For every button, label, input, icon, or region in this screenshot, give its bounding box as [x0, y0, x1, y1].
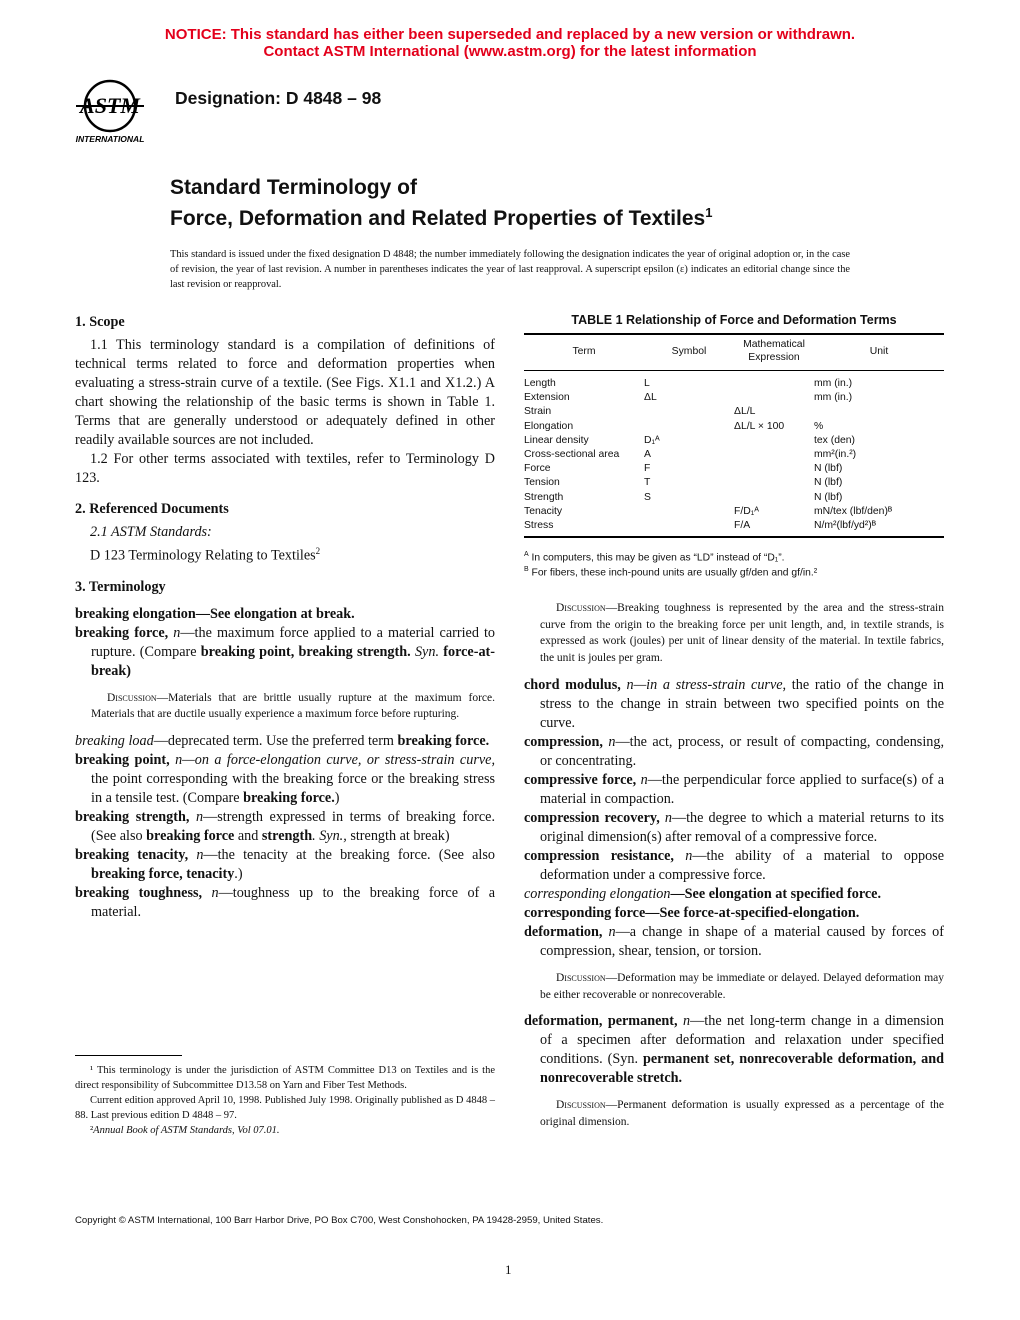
table-row: Tension T N (lbf) — [524, 477, 843, 489]
notice-line-2: Contact ASTM International (www.astm.org) for the latest information — [263, 43, 757, 60]
table-row: Strength S N (lbf) — [524, 491, 843, 503]
scope-1-2: 1.2 For other terms associated with textiles, refer to Terminology D 123. — [75, 451, 495, 486]
table-header: Symbol — [644, 334, 734, 371]
term-breaking-point: breaking point, n—on a force-elongation curve, or stress-strain curve, the point corresponding with the breaking force or the breaking stress in a tensile test. (Compare breaking force.) — [75, 751, 495, 806]
table-row: Tenacity F/D₁ᴬ mN/tex (lbf/den)ᴮ — [524, 505, 893, 517]
page-title — [170, 175, 712, 231]
table-footnote-b: $^B$ For fibers, these inch-pound units are usually gf/den and gf/in.² — [524, 566, 818, 579]
right-column — [524, 600, 944, 1130]
term-deformation-permanent: deformation, permanent, n—the net long-term change in a dimension of a specimen after deformation and relaxation under specified conditions. (Syn. permanent set, nonrecoverable deformation, and nonrecoverable stretch. — [524, 1013, 945, 1086]
term-breaking-tenacity: breaking tenacity, n—the tenacity at the breaking force. (See also breaking force, tenacity.) — [75, 846, 495, 882]
svg-text:INTERNATIONAL: INTERNATIONAL — [75, 134, 145, 144]
table-row: Force F N (lbf) — [524, 463, 843, 475]
table-row: Cross-sectional area A mm²(in.²) — [524, 449, 857, 461]
title-footnote-mark: 1 — [705, 205, 713, 220]
table-header: Mathematical Expression — [734, 334, 814, 371]
term-compressive-force: compressive force, n—the perpendicular force applied to surface(s) of a material in compaction. — [524, 772, 945, 807]
footnote-2: ²Annual Book of ASTM Standards, Vol 07.01. — [90, 1125, 280, 1136]
term-compression-recovery: compression recovery, n—the degree to which a material returns to its original dimension(s) after removal of a compressive force. — [524, 810, 944, 845]
term-compression: compression, n—the act, process, or result of compacting, condensing, or concentrating. — [524, 734, 944, 769]
term-breaking-strength: breaking strength, n—strength expressed in terms of breaking force. (See also breaking force and strength. Syn., strength at break) — [75, 808, 495, 844]
term-breaking-toughness: breaking toughness, n—toughness up to the breaking force of a material. — [75, 884, 495, 920]
table-header: Unit — [814, 334, 944, 371]
page-number: 1 — [505, 1262, 512, 1277]
discussion-permanent-deformation: Discussion—Permanent deformation is usually expressed as a percentage of the original dimension. — [540, 1099, 944, 1128]
footnote-rule — [75, 1055, 182, 1056]
referenced-sub: 2.1 ASTM Standards: — [90, 524, 212, 540]
title-line-2: Force, Deformation and Related Properties of Textiles$^1$ — [170, 205, 713, 230]
referenced-heading: 2. Referenced Documents — [75, 501, 229, 517]
footnotes — [75, 1063, 495, 1138]
scope-1-1: 1.1 This terminology standard is a compilation of definitions of technical terms related to force and deformation properties when evaluating a stress-strain curve of a textile. (See Figs. X1.1 and X1.2.) A chart showing the relationship of the basic terms is shown in Table 1. Terms that are generally understood or adequately defined in other readily available sources are not included. — [75, 337, 495, 448]
discussion-breaking-force: Discussion—Materials that are brittle usually rupture at the maximum force. Materials that are ductile usually experience a maximum force before rupturing. — [91, 691, 495, 721]
terminology-heading: 3. Terminology — [75, 578, 166, 595]
designation: Designation: D 4848 – 98 — [175, 88, 382, 108]
svg-text:ASTM: ASTM — [80, 93, 140, 118]
term-breaking-elongation: breaking elongation—See elongation at break. — [75, 605, 355, 622]
withdrawal-notice — [0, 26, 1020, 60]
copyright: Copyright © ASTM International, 100 Barr Harbor Drive, PO Box C700, West Conshohocken, PA 19428-2959, United States. — [75, 1215, 604, 1226]
table-1 — [524, 333, 944, 538]
footnote-1b: Current edition approved April 10, 1998. Published July 1998. Originally published as D 4848 – 88. Last previous edition D 4848 – 97. — [75, 1095, 495, 1121]
term-corresponding-elongation: corresponding elongation—See elongation at specified force. — [524, 886, 882, 902]
table-row: Linear density D₁ᴬ tex (den) — [524, 434, 856, 446]
table-header: Term — [524, 334, 644, 371]
footnote-1: ¹ This terminology is under the jurisdiction of ASTM Committee D13 on Textiles and is the direct responsibility of Subcommittee D13.58 on Yarn and Fiber Test Methods. — [75, 1065, 495, 1091]
term-chord-modulus: chord modulus, n—in a stress-strain curve, the ratio of the change in stress to the change in strain between two specified points on the curve. — [524, 677, 945, 731]
table-header-row — [524, 334, 944, 371]
term-breaking-force: breaking force, n—the maximum force applied to a material carried to rupture. (Compare breaking point, breaking strength. Syn. force-at-break) — [75, 624, 496, 679]
scope-heading: 1. Scope — [75, 314, 125, 330]
term-breaking-load: breaking load—deprecated term. Use the preferred term breaking force. — [75, 732, 490, 749]
discussion-breaking-toughness: Discussion—Breaking toughness is represented by the area and the stress-strain curve from the origin to the breaking force per unit length, and, in textile strands, is expressed as work (joules) per unit of linear density of the material. In textile fabrics, the unit is joules per gram. — [540, 602, 944, 664]
table-row: Length L mm (in.) — [524, 378, 853, 389]
astm-logo-icon — [62, 76, 162, 148]
left-column — [75, 313, 495, 922]
table-row: Strain ΔL/L — [524, 406, 756, 418]
table-footnote-a: $^A$ In computers, this may be given as “LD” instead of “D₁”. — [524, 551, 785, 564]
term-corresponding-force: corresponding force—See force-at-specified-elongation. — [524, 905, 860, 921]
table-row: Stress F/A N/m²(lbf/yd²)ᴮ — [524, 519, 944, 537]
issued-note: This standard is issued under the fixed designation D 4848; the number immediately following the designation indicates the year of original adoption or, in the case of revision, the year of last revision. A number in parentheses indicates the year of last reapproval. A superscript epsilon (ε) indicates an editorial change since the last revision or reapproval. — [170, 249, 851, 290]
table-row: Elongation ΔL/L × 100 % — [524, 420, 824, 432]
astm-logo — [62, 76, 162, 148]
discussion-deformation: Discussion—Deformation may be immediate or delayed. Delayed deformation may be either recoverable or nonrecoverable. — [540, 972, 944, 1001]
notice-line-1: NOTICE: This standard has either been superseded and replaced by a new version or withdrawn. — [164, 26, 856, 43]
table-row: Extension ΔL mm (in.) — [524, 392, 853, 404]
term-compression-resistance: compression resistance, n—the ability of a material to oppose deformation under a compressive force. — [524, 848, 945, 883]
title-line-1: Standard Terminology of — [170, 176, 417, 199]
referenced-doc: D 123 Terminology Relating to Textiles$^2$ — [90, 546, 321, 564]
table-caption: TABLE 1 Relationship of Force and Deformation Terms — [571, 313, 897, 327]
term-deformation: deformation, n—a change in shape of a material caused by forces of compression, shear, tension, or torsion. — [524, 924, 944, 959]
